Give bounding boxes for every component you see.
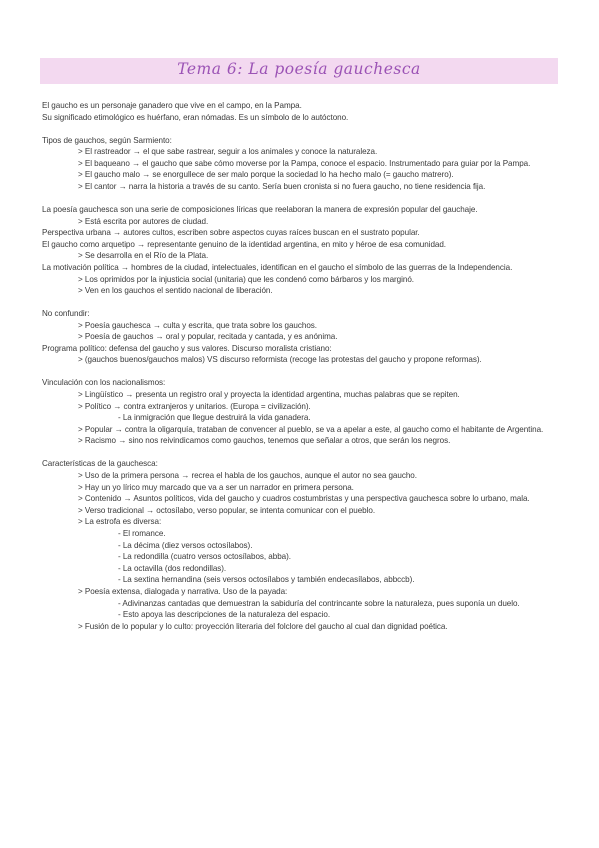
paragraph-gap [42,447,572,458]
text-line: La poesía gauchesca son una serie de composiciones líricas que reelaboran la manera de expresión popular del gauchaje. [42,204,478,214]
document-body [42,100,572,632]
bullet-item: > El rastreador → el que sabe rastrear, seguir a los animales y conoce la naturaleza. [78,147,378,157]
text-line: Vinculación con los nacionalismos: [42,378,166,388]
text-line: La motivación política → hombres de la ciudad, intelectuales, identifican en el gaucho el símbolo de las guerras de la Independencia. [42,262,513,272]
bullet-item: > Hay un yo lírico muy marcado que va a ser un narrador en primera persona. [78,482,354,492]
bullet-item: > Se desarrolla en el Río de la Plata. [78,251,209,261]
page-title: Tema 6: La poesía gauchesca [177,60,421,78]
bullet-item: > Poesía gauchesca → culta y escrita, que trata sobre los gauchos. [78,320,317,330]
bullet-item: > El gaucho malo → se enorgullece de ser malo porque la sociedad lo ha hecho malo (= gaucho matrero). [78,170,454,180]
bullet-item: > Popular → contra la oligarquía, trataban de convencer al pueblo, se va a apelar a este, al gaucho como el habitante de Argentina. [78,424,544,434]
text-line: Perspectiva urbana → autores cultos, escriben sobre aspectos cuyas raíces buscan en el sustrato popular. [42,228,420,238]
bullet-item: > Uso de la primera persona → recrea el habla de los gauchos, aunque el autor no sea gaucho. [78,470,417,480]
sub-bullet-item: - La décima (diez versos octosílabos). [118,540,253,550]
sub-bullet-item: - La redondilla (cuatro versos octosílabos, abba). [118,552,291,562]
sub-bullet-item: - Adivinanzas cantadas que demuestran la sabiduría del contrincante sobre la naturaleza, pues suponía un duelo. [118,598,520,608]
bullet-item: > (gauchos buenos/gauchos malos) VS discurso reformista (recoge las protestas del gaucho y propone reformas). [78,355,482,365]
bullet-item: > Está escrita por autores de ciudad. [78,216,209,226]
text-line: No confundir: [42,309,90,319]
title-banner [40,58,558,84]
text-line: Programa político: defensa del gaucho y sus valores. Discurso moralista cristiano: [42,343,332,353]
bullet-item: > El cantor → narra la historia a través de su canto. Sería buen cronista si no fuera gaucho, no tiene residencia fija. [78,181,486,191]
bullet-item: > Fusión de lo popular y lo culto: proyección literaria del folclore del gaucho al cual dan dignidad poética. [78,621,448,631]
text-line: Su significado etimológico es huérfano, eran nómadas. Es un símbolo de lo autóctono. [42,112,349,122]
sub-bullet-item: - La octavilla (dos redondillas). [118,563,227,573]
text-line: El gaucho como arquetipo → representante genuino de la identidad argentina, en mito y héroe de esa comunidad. [42,239,447,249]
bullet-item: > Lingüístico → presenta un registro oral y proyecta la identidad argentina, muchas palabras que se repiten. [78,390,460,400]
paragraph-gap [42,123,572,134]
paragraph-gap [42,193,572,204]
paragraph-gap [42,366,572,377]
bullet-item: > Poesía de gauchos → oral y popular, recitada y cantada, y es anónima. [78,332,338,342]
bullet-item: > Verso tradicional → octosílabo, verso popular, se intenta comunicar con el pueblo. [78,505,376,515]
paragraph-gap [42,297,572,308]
bullet-item: > El baqueano → el gaucho que sabe cómo moverse por la Pampa, conoce el espacio. Instrumentado para guiar por la Pampa. [78,158,531,168]
text-line: El gaucho es un personaje ganadero que vive en el campo, en la Pampa. [42,101,302,110]
bullet-item: > Racismo → sino nos reivindicamos como gauchos, tenemos que señalar a otros, que serán los negros. [78,436,451,446]
text-line: Características de la gauchesca: [42,459,158,469]
sub-bullet-item: - El romance. [118,528,166,538]
bullet-item: > Poesía extensa, dialogada y narrativa. Uso de la payada: [78,586,288,596]
bullet-item: > La estrofa es diversa: [78,517,162,527]
text-line: Tipos de gauchos, según Sarmiento: [42,135,172,145]
sub-bullet-item: - La sextina hernandina (seis versos octosílabos y también endecasílabos, abbccb). [118,575,415,585]
bullet-item: > Contenido → Asuntos políticos, vida del gaucho y cuadros costumbristas y una perspectiva gauchesca sobre lo urbano, mala. [78,494,530,504]
sub-bullet-item: - La inmigración que llegue destruirá la vida ganadera. [118,413,311,423]
sub-bullet-item: - Esto apoya las descripciones de la naturaleza del espacio. [118,610,331,620]
bullet-item: > Los oprimidos por la injusticia social (unitaria) que les condenó como bárbaros y los marginó. [78,274,414,284]
bullet-item: > Político → contra extranjeros y unitarios. (Europa = civilización). [78,401,311,411]
bullet-item: > Ven en los gauchos el sentido nacional de liberación. [78,286,273,296]
